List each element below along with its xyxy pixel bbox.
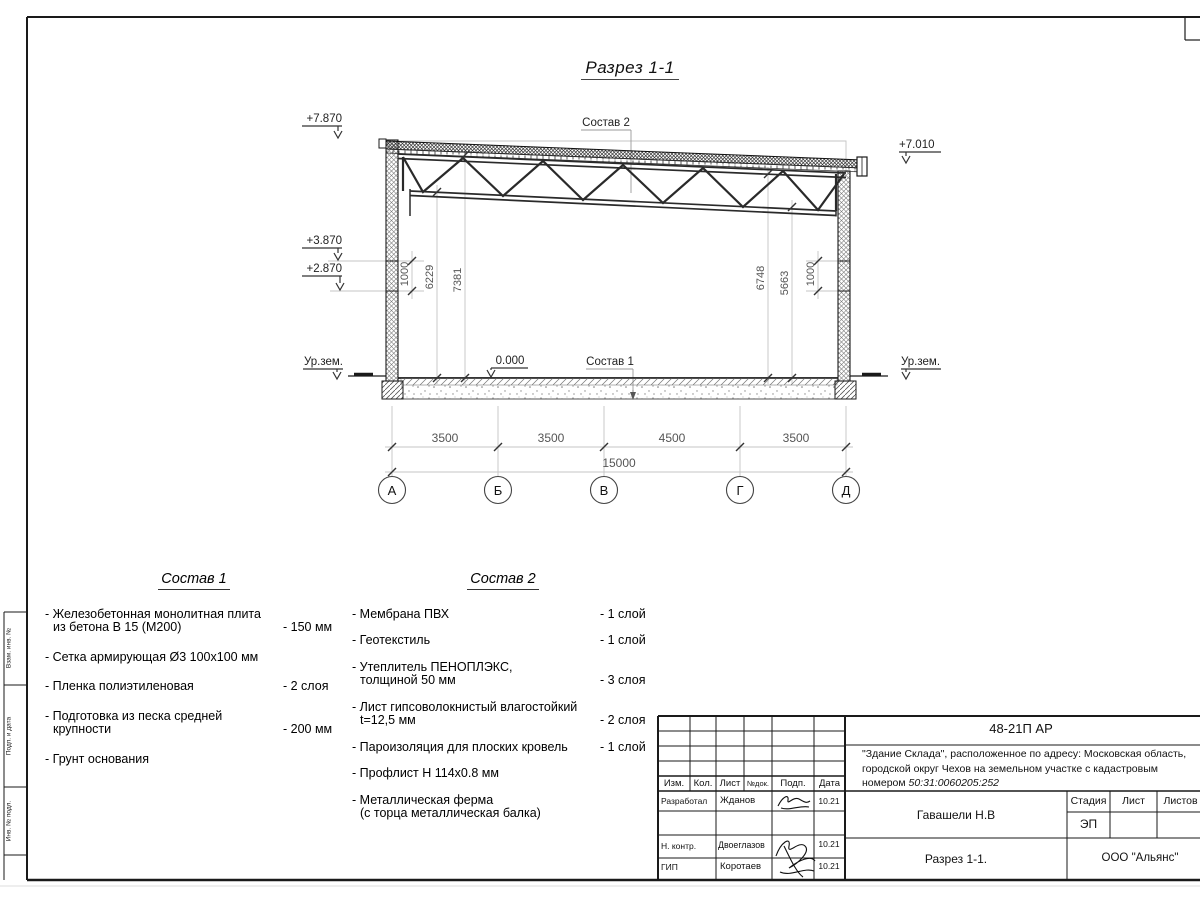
composition-2-title: Состав 2 (352, 573, 654, 587)
row-developer-date: 10.21 (818, 796, 840, 806)
col-header-doc: №док. (747, 779, 769, 788)
chief-name: Гавашели Н.В (916, 808, 996, 822)
signatures (776, 797, 815, 877)
elevation-top-left: +7.870 (306, 113, 342, 125)
dim-right-truss-bottom: 5663 (779, 270, 791, 296)
margin-label-vzam: Взам. инв. № (5, 627, 13, 669)
elevation-top-right: +7.010 (899, 139, 935, 151)
row-ncontrol-date: 10.21 (818, 839, 840, 849)
col-header-sign: Подп. (780, 778, 806, 789)
list-item: - Подготовка из песка средней крупности - 200 мм (45, 708, 333, 736)
dim-total: 15000 (602, 456, 636, 470)
axis-bubble-b: Б (493, 483, 503, 498)
list-item: - Металлическая ферма (с торца металлическая балка) (352, 792, 541, 820)
list-item: - Сетка армирующая Ø3 100х100 мм (45, 649, 259, 664)
floor-slab (348, 375, 888, 400)
dim-right-truss-top: 6748 (755, 265, 767, 291)
list-item: - Мембрана ПВХ - 1 слой (352, 606, 646, 621)
company-name: ООО "Альянс" (1101, 852, 1179, 864)
axis-bubble-d: Д (841, 483, 851, 498)
margin-label-podp: Подп. и дата (5, 716, 13, 756)
list-item: - Железобетонная монолитная плита из бетона В 15 (М200) - 150 мм (45, 606, 333, 634)
dim-span-2: 3500 (537, 431, 565, 445)
dim-left-panel: 1000 (399, 261, 411, 287)
composition-1-list (45, 573, 343, 782)
right-wall (838, 171, 850, 381)
col-header-izm: Изм. (663, 778, 685, 789)
col-header-list: Лист (719, 778, 741, 789)
row-developer-name: Жданов (720, 795, 756, 806)
elevation-mid-left-2: +2.870 (306, 263, 342, 275)
roof-callout-label: Состав 2 (582, 117, 630, 129)
list-item: - Профлист Н 114х0.8 мм (352, 766, 499, 780)
dim-right-panel: 1000 (805, 261, 817, 287)
stage-label: Стадия (1070, 795, 1107, 807)
list-item: - Лист гипсоволокнистый влагостойкий t=12,5 мм - 2 слоя (352, 699, 646, 727)
dim-left-truss-top: 7381 (452, 267, 464, 293)
dim-span-4: 3500 (782, 431, 810, 445)
cadastral-number: 50:31:0060205:252 (908, 777, 1000, 789)
row-ncontrol-name: Двоеглазов (718, 840, 765, 850)
margin-label-inv: Инв. № подл. (5, 800, 13, 842)
list-item: - Геотекстиль - 1 слой (352, 633, 646, 647)
row-gip-name: Коротаев (720, 861, 762, 872)
drawing-name: Разрез 1-1. (924, 852, 988, 866)
project-description: "Здание Склада", расположенное по адресу: Московская область, городской округ Чехов на земельном участке с кадастровым номером 50:31:0060205:252 (862, 748, 1187, 789)
axis-bubble-a: А (387, 483, 397, 498)
row-developer-role: Разработал (661, 796, 708, 806)
elevation-zero: 0.000 (495, 355, 525, 367)
axis-bubble-g: Г (736, 483, 744, 498)
axis-bubbles (379, 477, 860, 504)
list-item: - Утеплитель ПЕНОПЛЭКС, толщиной 50 мм - 3 слоя (352, 659, 646, 687)
ground-level-left: Ур.зем. (303, 356, 343, 368)
axis-bubble-v: В (599, 483, 609, 498)
document-code: 48-21П АР (989, 721, 1053, 736)
col-header-kol: Кол. (693, 778, 713, 789)
dimension-ticks (388, 151, 850, 476)
list-item: - Пароизоляция для плоских кровель - 1 слой (352, 739, 646, 754)
row-ncontrol-role: Н. контр. (661, 841, 697, 851)
row-gip-role: ГИП (661, 862, 678, 872)
sheet-label: Лист (1122, 795, 1145, 807)
list-item: - Пленка полиэтиленовая - 2 слоя (45, 679, 329, 693)
page-title: Разрез 1-1 (530, 58, 730, 78)
ground-level-right: Ур.зем. (901, 356, 941, 368)
stage-value: ЭП (1079, 817, 1098, 831)
row-gip-date: 10.21 (818, 861, 840, 871)
dim-span-3: 4500 (658, 431, 686, 445)
col-header-date: Дата (818, 778, 841, 789)
construction-lines (328, 130, 853, 484)
list-item: - Грунт основания (45, 751, 150, 766)
composition-1-title: Состав 1 (45, 573, 343, 587)
composition-2-list (352, 573, 654, 834)
dim-span-1: 3500 (431, 431, 459, 445)
dim-left-truss-bottom: 6229 (424, 264, 436, 290)
elevation-mid-left-1: +3.870 (306, 235, 342, 247)
floor-callout-label: Состав 1 (586, 356, 634, 368)
sheets-label: Листов (1163, 795, 1198, 807)
